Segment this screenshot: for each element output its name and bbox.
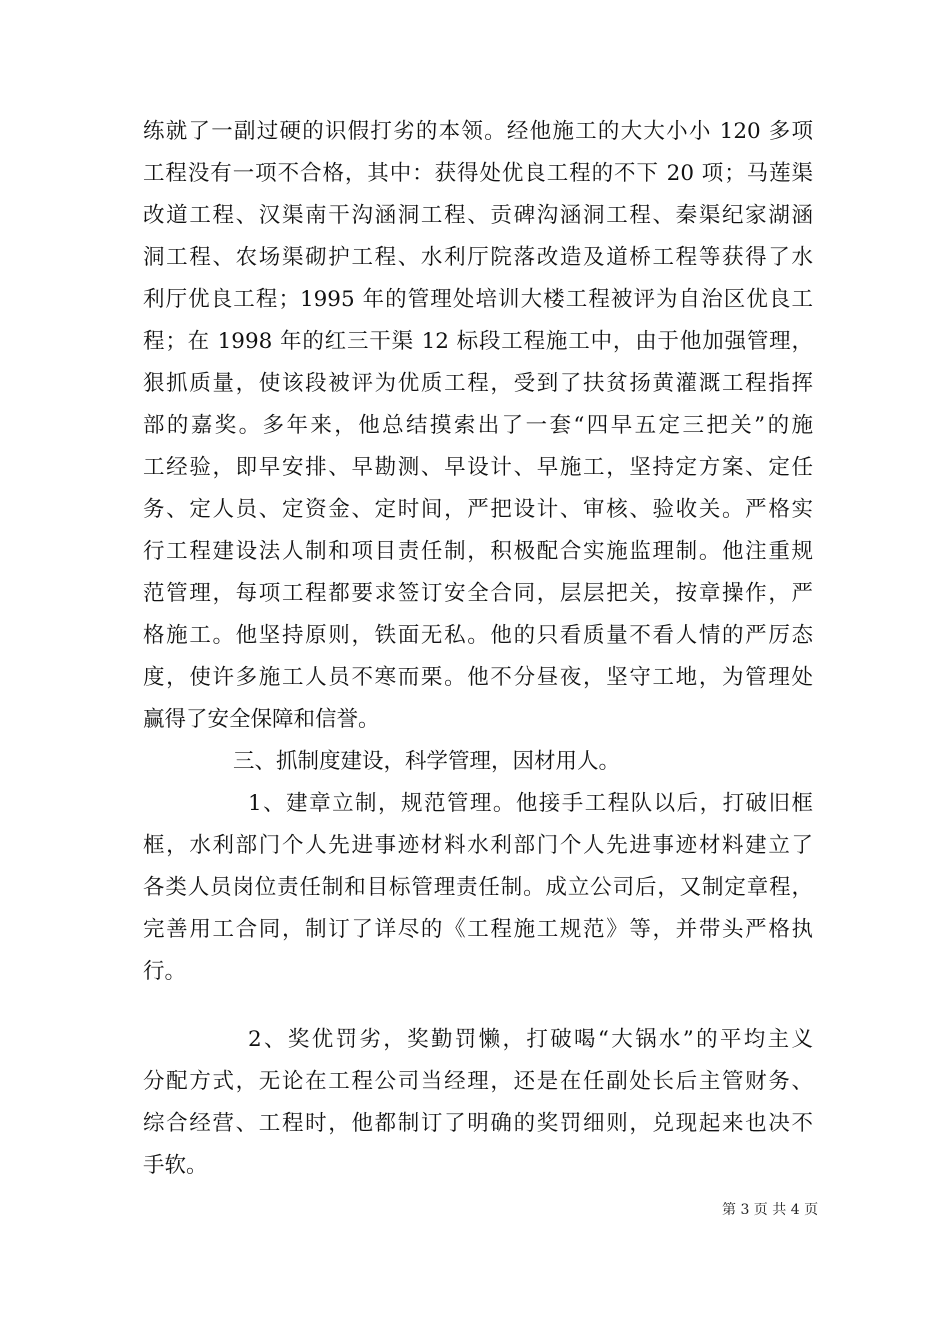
text-line: 工经验，即早安排、早勘测、早设计、早施工，坚持定方案、定任 <box>143 455 813 480</box>
text-line: 框，水利部门个人先进事迹材料水利部门个人先进事迹材料建立了 <box>143 833 813 858</box>
text-line: 范管理，每项工程都要求签订安全合同，层层把关，按章操作，严 <box>143 581 813 606</box>
text-line: 分配方式，无论在工程公司当经理，还是在任副处长后主管财务、 <box>143 1069 813 1094</box>
text-line: 各类人员岗位责任制和目标管理责任制。成立公司后，又制定章程， <box>143 875 813 900</box>
text-line: 赢得了安全保障和信誉。 <box>143 707 380 732</box>
text-line: 2、奖优罚劣，奖勤罚懒，打破喝“大锅水”的平均主义 <box>248 1027 813 1052</box>
text-line: 狠抓质量，使该段被评为优质工程，受到了扶贫扬黄灌溉工程指挥 <box>143 371 813 396</box>
text-line: 1、建章立制，规范管理。他接手工程队以后，打破旧框 <box>248 791 813 816</box>
text-line: 完善用工合同，制订了详尽的《工程施工规范》等，并带头严格执 <box>143 917 813 942</box>
text-line: 利厅优良工程；1995 年的管理处培训大楼工程被评为自治区优良工 <box>143 287 813 312</box>
text-line: 度，使许多施工人员不寒而栗。他不分昼夜，坚守工地，为管理处 <box>143 665 813 690</box>
text-line: 行。 <box>143 959 187 984</box>
text-line: 练就了一副过硬的识假打劣的本领。经他施工的大大小小 120 多项 <box>143 119 813 144</box>
text-line: 综合经营、工程时，他都制订了明确的奖罚细则，兑现起来也决不 <box>143 1111 813 1136</box>
text-line: 改道工程、汉渠南干沟涵洞工程、贡碑沟涵洞工程、秦渠纪家湖涵 <box>143 203 813 228</box>
text-line: 务、定人员、定资金、定时间，严把设计、审核、验收关。严格实 <box>143 497 813 522</box>
text-line: 手软。 <box>143 1153 208 1178</box>
page-number: 第 3 页 共 4 页 <box>722 1202 819 1218</box>
text-line: 部的嘉奖。多年来，他总结摸索出了一套“四早五定三把关”的施 <box>143 413 813 438</box>
text-line: 格施工。他坚持原则，铁面无私。他的只看质量不看人情的严厉态 <box>143 623 813 648</box>
text-line: 洞工程、农场渠砌护工程、水利厅院落改造及道桥工程等获得了水 <box>143 245 813 270</box>
text-line: 工程没有一项不合格，其中：获得处优良工程的不下 20 项；马莲渠 <box>143 161 813 186</box>
section-heading: 三、抓制度建设，科学管理，因材用人。 <box>233 749 621 774</box>
text-line: 程；在 1998 年的红三干渠 12 标段工程施工中，由于他加强管理， <box>143 329 813 354</box>
text-line: 行工程建设法人制和项目责任制，积极配合实施监理制。他注重规 <box>143 539 813 564</box>
